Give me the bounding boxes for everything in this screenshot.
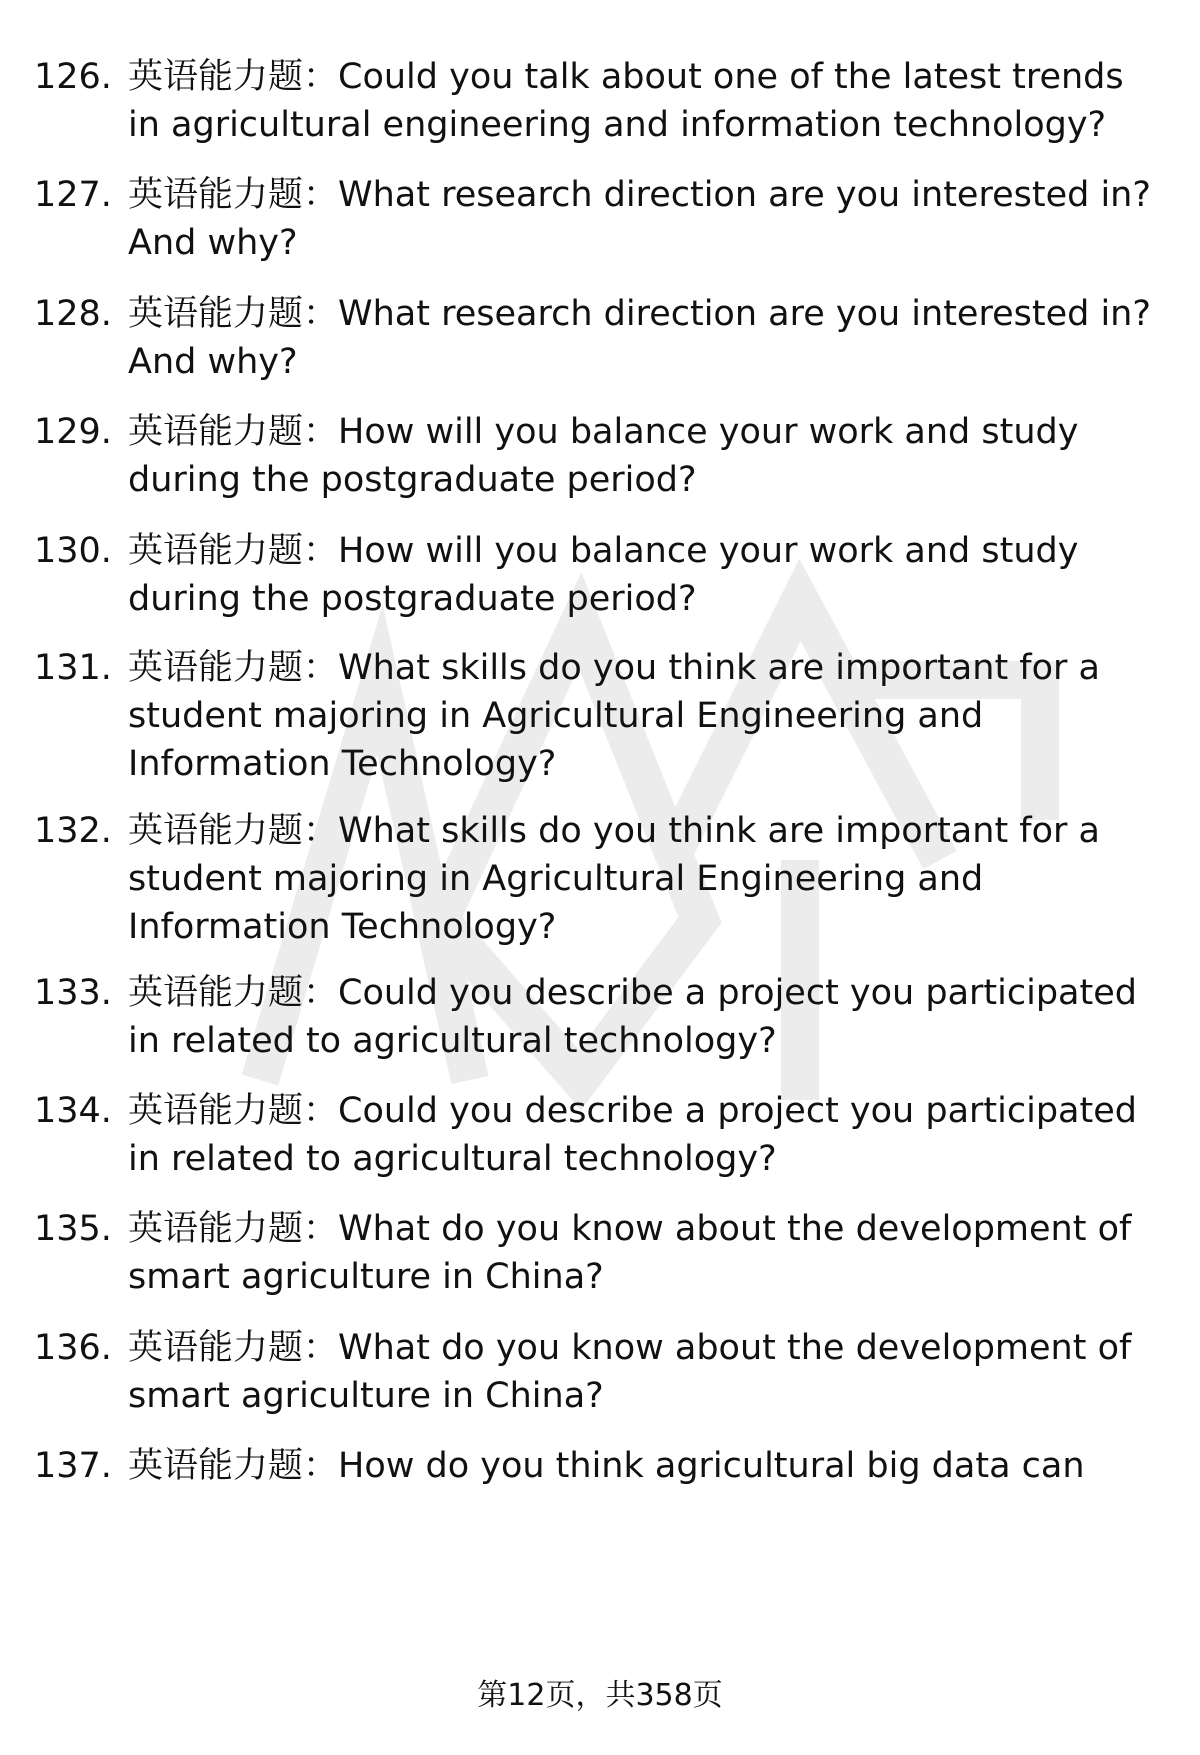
question-text-line: 英语能力题：What skills do you think are important for a	[128, 648, 1100, 688]
question-text	[128, 171, 1168, 267]
question-text-line: during the postgraduate period?	[128, 460, 697, 500]
question-text-line: 英语能力题：Could you talk about one of the latest trends	[128, 57, 1124, 97]
question-number: 130.	[34, 531, 112, 571]
question-text-line: student majoring in Agricultural Engineering and	[128, 696, 984, 736]
question-text-line: 英语能力题：Could you describe a project you participated	[128, 973, 1137, 1013]
question-text	[128, 644, 1168, 788]
question-text-line: 英语能力题：Could you describe a project you participated	[128, 1091, 1137, 1131]
question-number: 127.	[34, 175, 112, 215]
question-number: 132.	[34, 811, 112, 851]
question-text-line: 英语能力题：What research direction are you interested in?	[128, 294, 1151, 334]
question-text-line: 英语能力题：What do you know about the development of	[128, 1328, 1132, 1368]
question-text-line: And why?	[128, 342, 298, 382]
question-number: 126.	[34, 57, 112, 97]
question-text-line: 英语能力题：What skills do you think are important for a	[128, 811, 1100, 851]
question-text	[128, 527, 1168, 623]
question-text-line: smart agriculture in China?	[128, 1257, 604, 1297]
question-text-line: And why?	[128, 223, 298, 263]
question-text	[128, 408, 1168, 504]
question-text-line: 英语能力题：What do you know about the development of	[128, 1209, 1132, 1249]
question-text	[128, 1442, 1168, 1490]
question-text	[128, 1324, 1168, 1420]
question-text-line: 英语能力题：How will you balance your work and study	[128, 531, 1079, 571]
question-text-line: student majoring in Agricultural Engineering and	[128, 859, 984, 899]
question-text	[128, 969, 1168, 1065]
question-number: 136.	[34, 1328, 112, 1368]
question-text-line: 英语能力题：What research direction are you interested in?	[128, 175, 1151, 215]
question-text	[128, 807, 1168, 951]
question-text-line: Information Technology?	[128, 744, 557, 784]
question-text-line: 英语能力题：How do you think agricultural big data can	[128, 1446, 1085, 1486]
question-number: 135.	[34, 1209, 112, 1249]
question-text-line: smart agriculture in China?	[128, 1376, 604, 1416]
question-text-line: during the postgraduate period?	[128, 579, 697, 619]
question-number: 134.	[34, 1091, 112, 1131]
question-text-line: 英语能力题：How will you balance your work and study	[128, 412, 1079, 452]
question-number: 129.	[34, 412, 112, 452]
question-text-line: in related to agricultural technology?	[128, 1139, 777, 1179]
question-text	[128, 1205, 1168, 1301]
page-footer: 第12页，共358页	[477, 1678, 723, 1713]
question-number: 137.	[34, 1446, 112, 1486]
question-text	[128, 290, 1168, 386]
question-number: 133.	[34, 973, 112, 1013]
question-text-line: in related to agricultural technology?	[128, 1021, 777, 1061]
question-number: 128.	[34, 294, 112, 334]
question-text-line: in agricultural engineering and information technology?	[128, 105, 1107, 145]
question-text	[128, 53, 1168, 149]
question-text	[128, 1087, 1168, 1183]
question-number: 131.	[34, 648, 112, 688]
question-text-line: Information Technology?	[128, 907, 557, 947]
